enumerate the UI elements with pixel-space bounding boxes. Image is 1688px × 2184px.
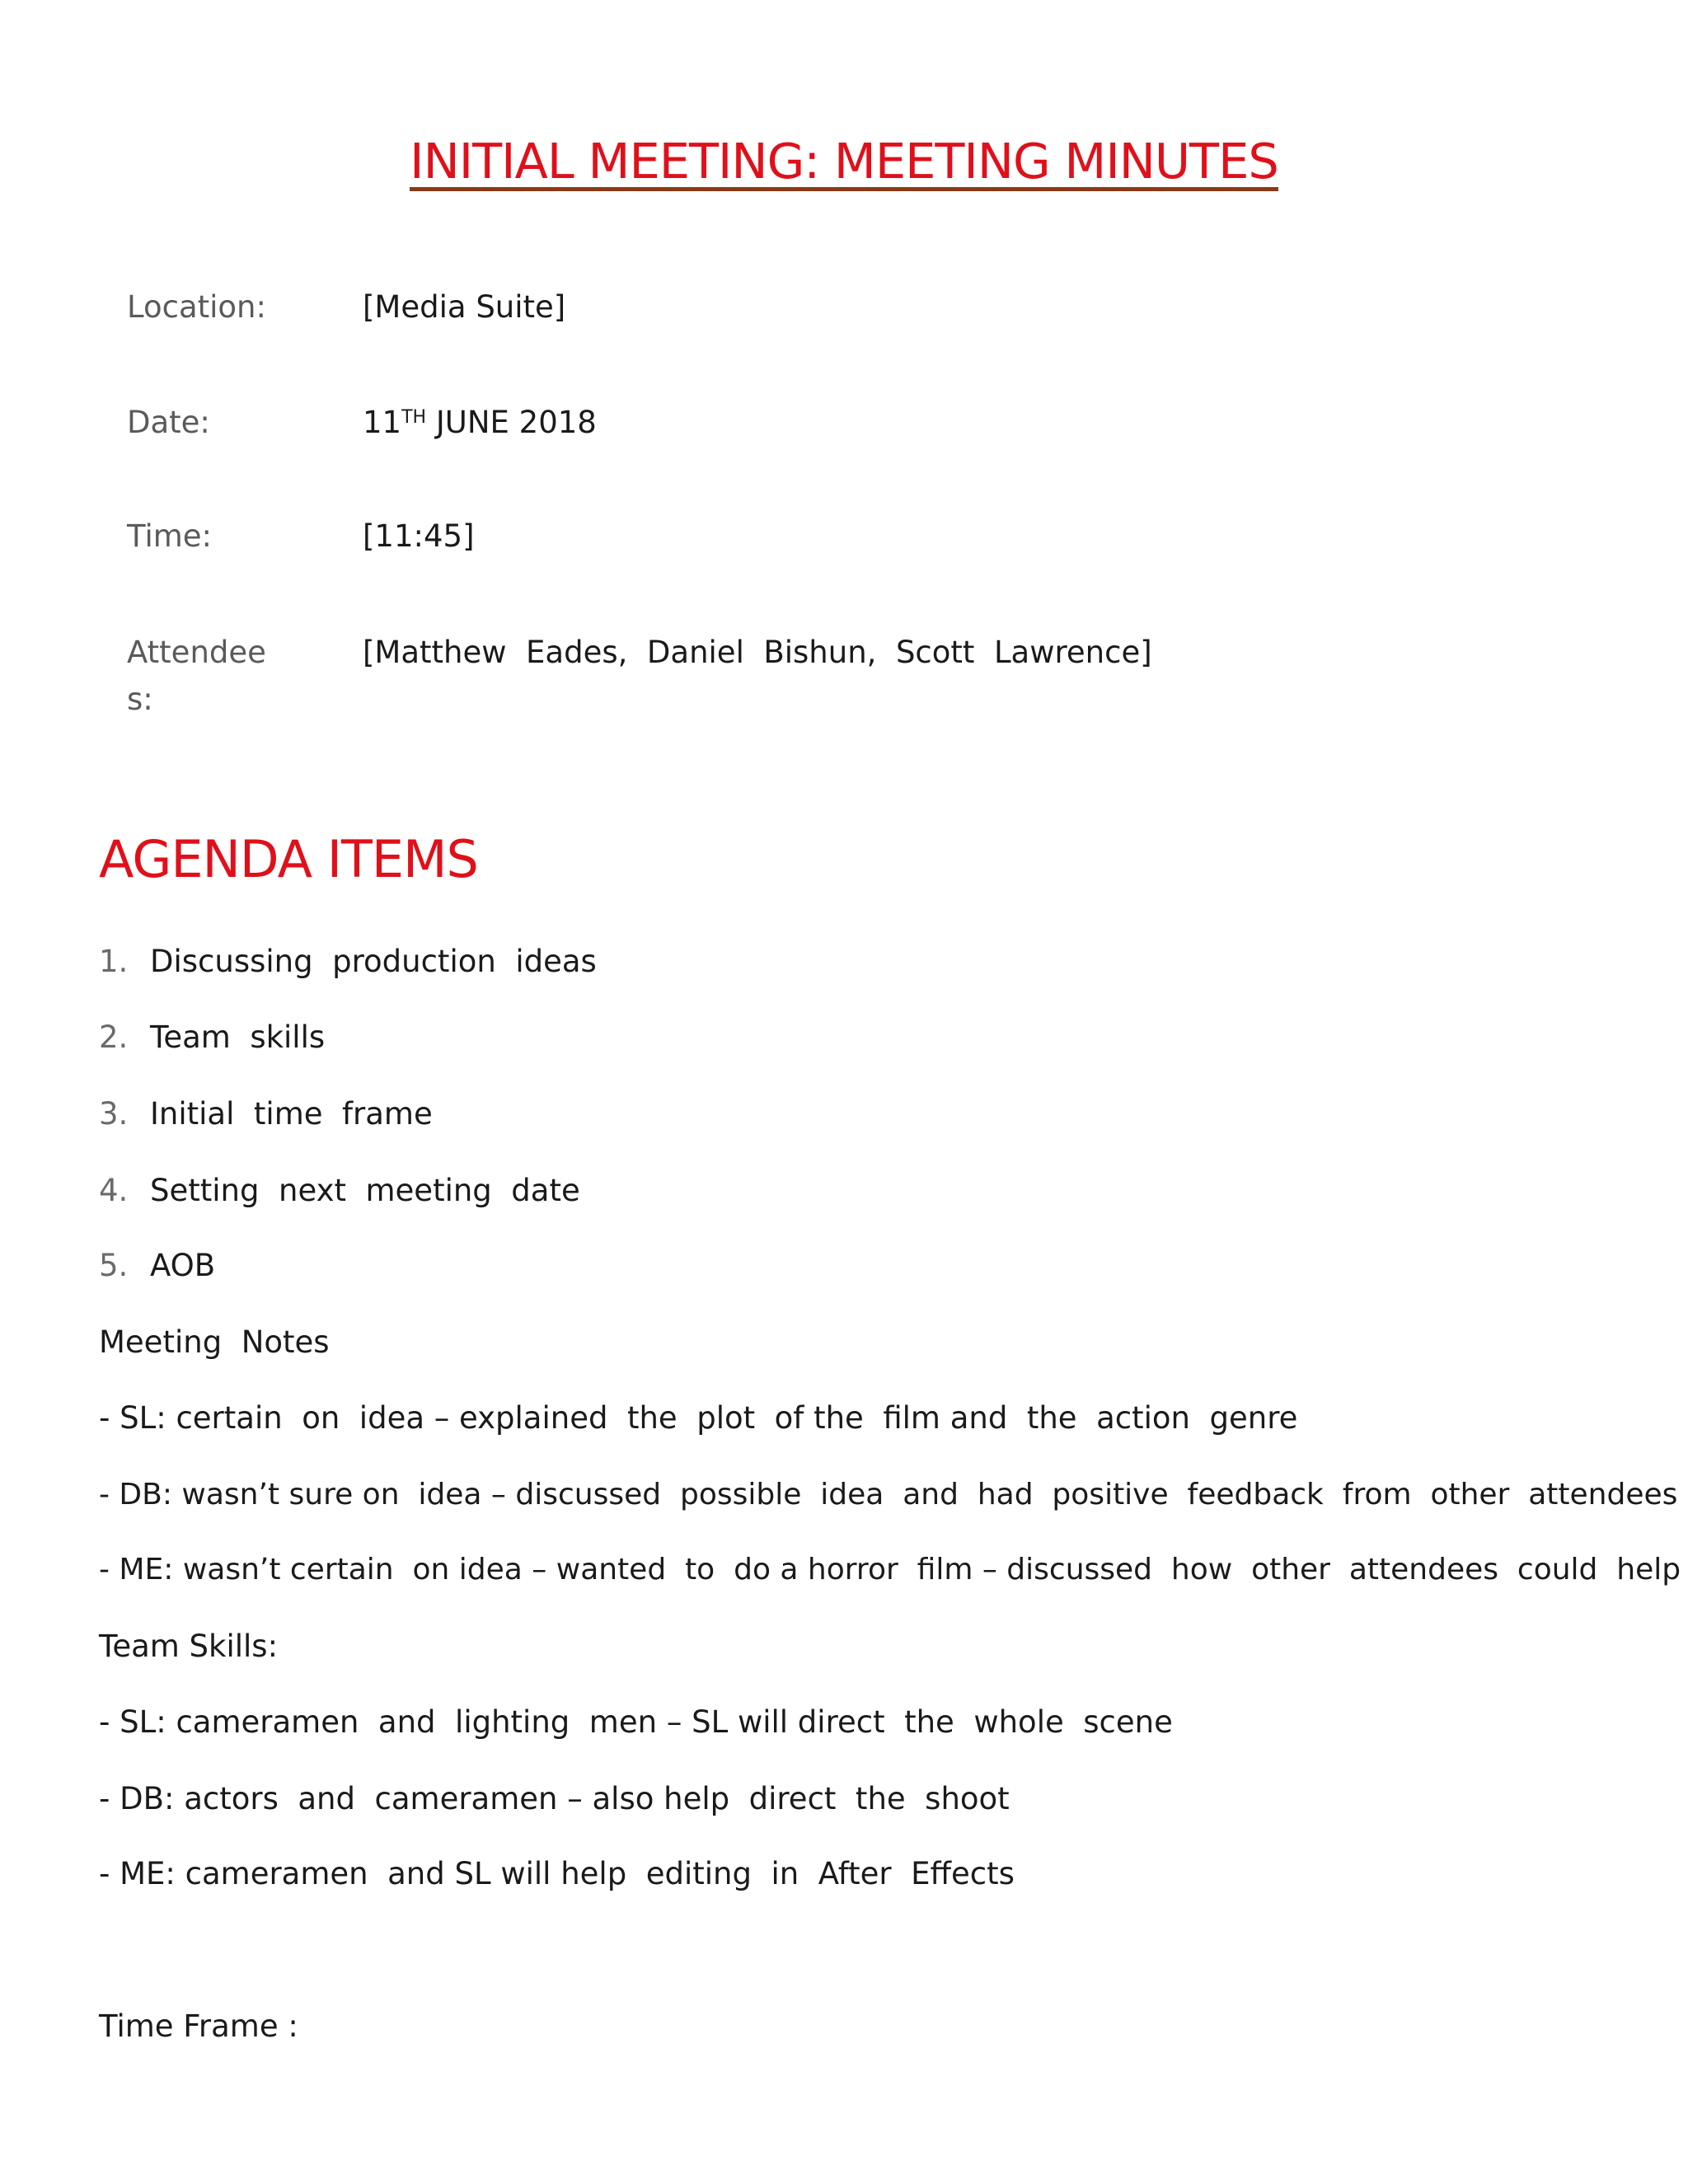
- agenda-item-number: 2.: [99, 1019, 129, 1055]
- agenda-item-text: Discussing production ideas: [150, 944, 597, 979]
- meeting-note-line: - ME: wasn’t certain on idea – wanted to do a horror film – discussed how other attendees could help: [99, 1553, 1681, 1586]
- time-frame-heading: Time Frame :: [99, 2008, 298, 2044]
- team-skill-line: - ME: cameramen and SL will help editing in After Effects: [99, 1856, 1015, 1891]
- time-value: [11:45]: [363, 518, 475, 554]
- agenda-item-text: Setting next meeting date: [150, 1173, 580, 1208]
- date-day: 11: [363, 405, 402, 440]
- agenda-item: [99, 1245, 215, 1286]
- location-value: [Media Suite]: [363, 289, 566, 325]
- agenda-item: [99, 941, 597, 982]
- agenda-heading: AGENDA ITEMS: [99, 829, 478, 889]
- team-skill-line: - DB: actors and cameramen – also help direct the shoot: [99, 1781, 1010, 1816]
- meeting-note-line: - SL: certain on idea – explained the plot of the film and the action genre: [99, 1400, 1298, 1436]
- team-skill-line: - SL: cameramen and lighting men – SL will direct the whole scene: [99, 1704, 1173, 1740]
- agenda-item-text: Initial time frame: [150, 1096, 433, 1132]
- agenda-item-number: 3.: [99, 1096, 129, 1132]
- document-title: [0, 133, 1688, 191]
- document-title-text: INITIAL MEETING: MEETING MINUTES: [410, 133, 1278, 190]
- agenda-item-text: Team skills: [150, 1019, 326, 1055]
- date-label: Date:: [127, 405, 210, 440]
- agenda-item-number: 5.: [99, 1248, 129, 1283]
- team-skills-heading: Team Skills:: [99, 1629, 279, 1664]
- date-value: [363, 399, 597, 446]
- attendees-label: Attendees:: [127, 635, 266, 717]
- location-label: Location:: [127, 289, 266, 325]
- agenda-item-number: 1.: [99, 944, 129, 979]
- date-suffix: TH: [401, 407, 427, 428]
- agenda-item-number: 4.: [99, 1173, 129, 1208]
- agenda-item: [99, 1170, 580, 1212]
- meeting-notes-heading: Meeting Notes: [99, 1324, 330, 1360]
- agenda-item: [99, 1094, 433, 1135]
- time-label: Time:: [127, 518, 213, 554]
- meeting-note-line: - DB: wasn’t sure on idea – discussed possible idea and had positive feedback from other attendees: [99, 1478, 1678, 1511]
- date-rest: JUNE 2018: [426, 405, 597, 440]
- agenda-item: [99, 1017, 325, 1058]
- attendees-value: [Matthew Eades, Daniel Bishun, Scott Lawrence]: [363, 635, 1152, 670]
- agenda-item-text: AOB: [150, 1248, 216, 1283]
